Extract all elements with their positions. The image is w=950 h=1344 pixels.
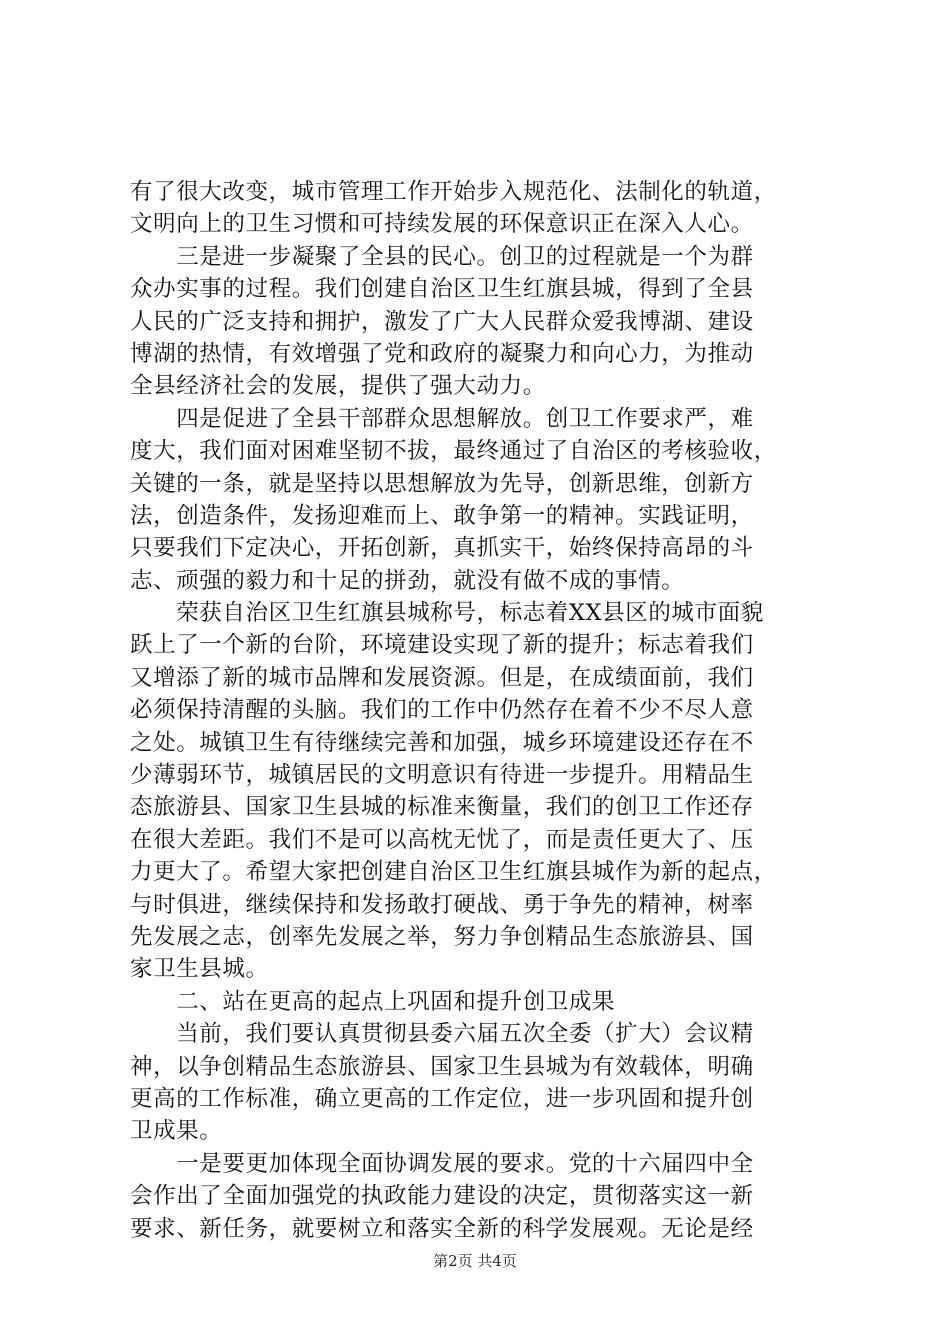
text-line: 先发展之志，创率先发展之举，努力争创精品生态旅游县、国 <box>130 923 754 950</box>
text-line: 关键的一条，就是坚持以思想解放为先导，创新思维，创新方 <box>130 470 754 497</box>
text-line: 少薄弱环节，城镇居民的文明意识有待进一步提升。用精品生 <box>130 762 754 789</box>
text-line: 法，创造条件，发扬迎难而上、敢争第一的精神。实践证明， <box>130 502 754 529</box>
text-line: 三是进一步凝聚了全县的民心。创卫的过程就是一个为群 <box>130 243 754 270</box>
text-line: 二、站在更高的起点上巩固和提升创卫成果 <box>130 988 616 1015</box>
text-line: 只要我们下定决心，开拓创新，真抓实干，始终保持高昂的斗 <box>130 535 754 562</box>
text-line: 全县经济社会的发展，提供了强大动力。 <box>130 373 546 400</box>
text-line: 跃上了一个新的台阶，环境建设实现了新的提升；标志着我们 <box>130 632 754 659</box>
text-line: 一是要更加体现全面协调发展的要求。党的十六届四中全 <box>130 1150 754 1177</box>
text-line: 会作出了全面加强党的执政能力建设的决定，贯彻落实这一新 <box>130 1183 754 1210</box>
text-line: 神，以争创精品生态旅游县、国家卫生县城为有效载体，明确 <box>130 1053 754 1080</box>
text-line: 要求、新任务，就要树立和落实全新的科学发展观。无论是经 <box>130 1215 754 1242</box>
text-line: 在很大差距。我们不是可以高枕无忧了，而是责任更大了、压 <box>130 826 754 853</box>
text-line: 之处。城镇卫生有待继续完善和加强，城乡环境建设还存在不 <box>130 729 754 756</box>
page-footer: 第2页 共4页 <box>433 1252 517 1270</box>
text-line: 又增添了新的城市品牌和发展资源。但是，在成绩面前，我们 <box>130 664 754 691</box>
text-line: 卫成果。 <box>130 1118 223 1145</box>
text-line: 当前，我们要认真贯彻县委六届五次全委（扩大）会议精 <box>130 1021 754 1048</box>
text-line: 家卫生县城。 <box>130 956 269 983</box>
text-line: 力更大了。希望大家把创建自治区卫生红旗县城作为新的起点， <box>130 859 777 886</box>
text-line: 志、顽强的毅力和十足的拼劲，就没有做不成的事情。 <box>130 567 685 594</box>
text-line: 更高的工作标准，确立更高的工作定位，进一步巩固和提升创 <box>130 1085 754 1112</box>
text-line: 荣获自治区卫生红旗县城称号，标志着XX县区的城市面貌 <box>130 600 764 627</box>
text-line: 众办实事的过程。我们创建自治区卫生红旗县城，得到了全县 <box>130 276 754 303</box>
body-text <box>130 176 830 1245</box>
text-line: 有了很大改变，城市管理工作开始步入规范化、法制化的轨道， <box>130 179 777 205</box>
text-line: 度大，我们面对困难坚韧不拔，最终通过了自治区的考核验收， <box>130 438 777 465</box>
text-line: 文明向上的卫生习惯和可持续发展的环保意识正在深入人心。 <box>130 211 754 238</box>
text-line: 人民的广泛支持和拥护，激发了广大人民群众爱我博湖、建设 <box>130 308 754 335</box>
text-line: 博湖的热情，有效增强了党和政府的凝聚力和向心力，为推动 <box>130 340 754 367</box>
text-line: 与时俱进，继续保持和发扬敢打硬战、勇于争先的精神，树率 <box>130 891 754 918</box>
text-line: 四是促进了全县干部群众思想解放。创卫工作要求严，难 <box>130 405 754 432</box>
text-line: 态旅游县、国家卫生县城的标准来衡量，我们的创卫工作还存 <box>130 794 754 821</box>
text-line: 必须保持清醒的头脑。我们的工作中仍然存在着不少不尽人意 <box>130 697 754 724</box>
